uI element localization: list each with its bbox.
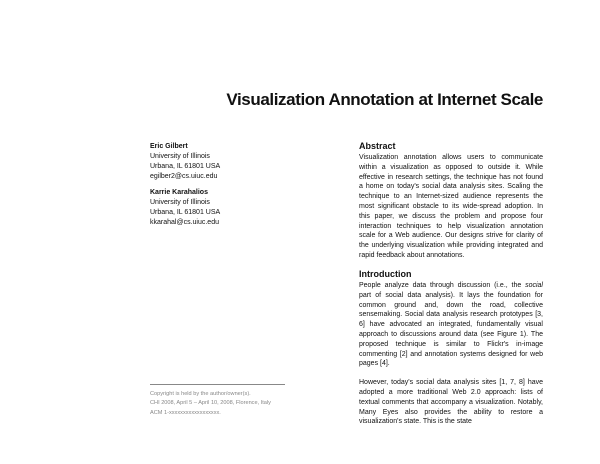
author-block-2 xyxy=(150,188,310,228)
author-block-1 xyxy=(150,142,310,182)
copyright-line: Copyright is held by the author/owner(s). xyxy=(150,391,251,397)
introduction-section xyxy=(359,268,543,427)
paper-title: Visualization Annotation at Internet Scale xyxy=(226,90,543,109)
introduction-heading: Introduction xyxy=(359,269,412,279)
abstract-section xyxy=(359,140,543,261)
author-affiliation: University of Illinois xyxy=(150,153,210,160)
author-email: egilber2@cs.uiuc.edu xyxy=(150,173,218,180)
author-location: Urbana, IL 61801 USA xyxy=(150,163,221,170)
author-name: Karrie Karahalios xyxy=(150,189,208,196)
author-affiliation: University of Illinois xyxy=(150,199,210,206)
author-email: kkarahal@cs.uiuc.edu xyxy=(150,219,219,226)
introduction-paragraph-1 xyxy=(359,281,543,369)
intro-emphasis: social xyxy=(525,282,543,289)
conference-line: CHI 2008, April 5 – April 10, 2008, Florence, Italy xyxy=(150,400,271,407)
intro-text-after: part of social data analysis). It lays the foundation for common ground and, down the road, collective sensemaking. Social data analysis research prototypes [3, 6] have advocated an integrated, fundamentally visual approach to discussions around data (see Figure 1). The proposed technique is similar to Flickr's in-image commenting [2] and annotation systems designed for web pages [4]. xyxy=(359,291,543,368)
author-location: Urbana, IL 61801 USA xyxy=(150,209,221,216)
abstract-text: Visualization annotation allows users to communicate within a visualization as opposed to outside it. While effective in research settings, the technique has not found a home on today's social data analysis sites. Scaling the technique to an Internet-sized audience represents the most significant obstacle to its wide-spread adoption. In this paper, we discuss the problem and propose four interaction techniques to help visualization annotation scale for a Web audience. Our designs strive for clarity of the underlying visualization while providing integrated and rapid feedback about annotations. xyxy=(359,154,543,259)
intro-text-before: People analyze data through discussion (i.e., the xyxy=(359,282,526,289)
abstract-heading: Abstract xyxy=(359,141,396,151)
copyright-notice xyxy=(150,384,285,418)
author-name: Eric Gilbert xyxy=(150,143,188,150)
introduction-paragraph-2: However, today's social data analysis sites [1, 7, 8] have adopted a more traditional Web 2.0 approach: lists of textual comments that accompany a visualization. Notably, Many Eyes also provides the ability to restore a visualization's state. This is the state xyxy=(359,379,543,426)
acm-line: ACM 1-xxxxxxxxxxxxxxxxxx. xyxy=(150,409,221,416)
